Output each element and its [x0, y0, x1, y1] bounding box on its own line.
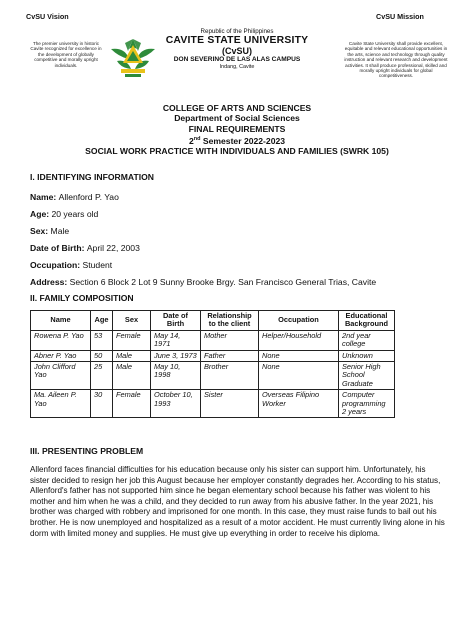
presenting-heading: III. PRESENTING PROBLEM	[30, 446, 144, 456]
table-row	[31, 350, 395, 361]
col-header: Relationship to the client	[201, 311, 259, 331]
vision-title: CvSU Vision	[26, 12, 69, 21]
table-header-row	[31, 311, 395, 331]
cell-education: 2nd year college	[339, 330, 395, 350]
cell-sex: Male	[113, 350, 151, 361]
cell-dob: May 10, 1998	[151, 362, 201, 390]
presenting-text: Allenford faces financial difficulties for his education because only his sister can support him. Unfortunately, his sister decided to resign her job this August because her employer constantly degrades her. According to his status, Allenford's father has not supported him since he began elementary school because his father was violent to his mother and him when he was a child, and they decided to run away from his abusive father. In the year 2021, his brother was charged with robbery and imprisoned for one month. In this case, they must raise funds to bail out his brother. He is now unemployed and hospitalized as a result of a motor accident. He must currently living alone in his dorm with limited money and supplies. He must give up everything in order to receive his diploma.	[30, 465, 445, 538]
cell-dob: October 10, 1993	[151, 390, 201, 418]
cell-relationship: Brother	[201, 362, 259, 390]
university-abbr: (CvSU)	[221, 46, 252, 56]
address-row: Address: Section 6 Block 2 Lot 9 Sunny Brooke Brgy. San Francisco General Trias, Cavite	[30, 277, 377, 287]
university-header	[150, 28, 324, 71]
col-header: Educational Background	[339, 311, 395, 331]
cell-sex: Female	[113, 330, 151, 350]
cell-age: 25	[91, 362, 113, 390]
cell-relationship: Sister	[201, 390, 259, 418]
occupation-row: Occupation: Student	[30, 260, 113, 270]
cell-education: Unknown	[339, 350, 395, 361]
cell-age: 53	[91, 330, 113, 350]
department-title: Department of Social Sciences	[174, 113, 300, 124]
cell-relationship: Father	[201, 350, 259, 361]
republic-text: Republic of the Philippines	[200, 28, 274, 35]
town-name: Indang, Cavite	[219, 64, 255, 70]
table-row	[31, 390, 395, 418]
cell-occupation: None	[259, 350, 339, 361]
university-name: CAVITE STATE UNIVERSITY	[165, 35, 309, 46]
cell-relationship: Mother	[201, 330, 259, 350]
cell-education: Senior High School Graduate	[339, 362, 395, 390]
mission-title: CvSU Mission	[376, 12, 424, 21]
cell-age: 50	[91, 350, 113, 361]
identifying-heading: I. IDENTIFYING INFORMATION	[30, 172, 154, 182]
vision-text: The premier university in historic Cavite recognized for excellence in the development of globally competitive and morally upright individuals.	[30, 41, 102, 68]
sex-row: Sex: Male	[30, 226, 70, 236]
family-heading: II. FAMILY COMPOSITION	[30, 293, 134, 303]
cell-name: Ma. Aileen P. Yao	[31, 390, 91, 418]
course-title: SOCIAL WORK PRACTICE WITH INDIVIDUALS AND FAMILIES (SWRK 105)	[85, 146, 389, 157]
col-header: Age	[91, 311, 113, 331]
cell-sex: Male	[113, 362, 151, 390]
cell-occupation: None	[259, 362, 339, 390]
cell-name: Rowena P. Yao	[31, 330, 91, 350]
cell-dob: June 3, 1973	[151, 350, 201, 361]
mission-text: Cavite State University shall provide excellent, equitable and relevant educational opportunities in the arts, science and technology through quality instruction and relevant research and development activities. It shall produce professional, skilled and morally upright individuals for global competitiveness.	[344, 41, 448, 79]
semester-title: 2nd Semester 2022-2023	[188, 136, 286, 147]
cell-age: 30	[91, 390, 113, 418]
college-title: COLLEGE OF ARTS AND SCIENCES	[162, 103, 312, 113]
family-table	[30, 310, 395, 418]
col-header: Name	[31, 311, 91, 331]
cell-education: Computer programming 2 years	[339, 390, 395, 418]
col-header: Date of Birth	[151, 311, 201, 331]
col-header: Sex	[113, 311, 151, 331]
cell-dob: May 14, 1971	[151, 330, 201, 350]
name-row: Name: Allenford P. Yao	[30, 192, 119, 202]
cell-name: Abner P. Yao	[31, 350, 91, 361]
cell-sex: Female	[113, 390, 151, 418]
campus-name: DON SEVERINO DE LAS ALAS CAMPUS	[173, 56, 301, 63]
cell-occupation: Helper/Household	[259, 330, 339, 350]
col-header: Occupation	[259, 311, 339, 331]
dob-row: Date of Birth: April 22, 2003	[30, 243, 140, 253]
requirements-title: FINAL REQUIREMENTS	[188, 123, 286, 134]
table-row	[31, 362, 395, 390]
age-row: Age: 20 years old	[30, 209, 99, 219]
cell-name: John Clifford Yao	[31, 362, 91, 390]
document-titles	[40, 103, 434, 157]
table-row	[31, 330, 395, 350]
cell-occupation: Overseas Filipino Worker	[259, 390, 339, 418]
